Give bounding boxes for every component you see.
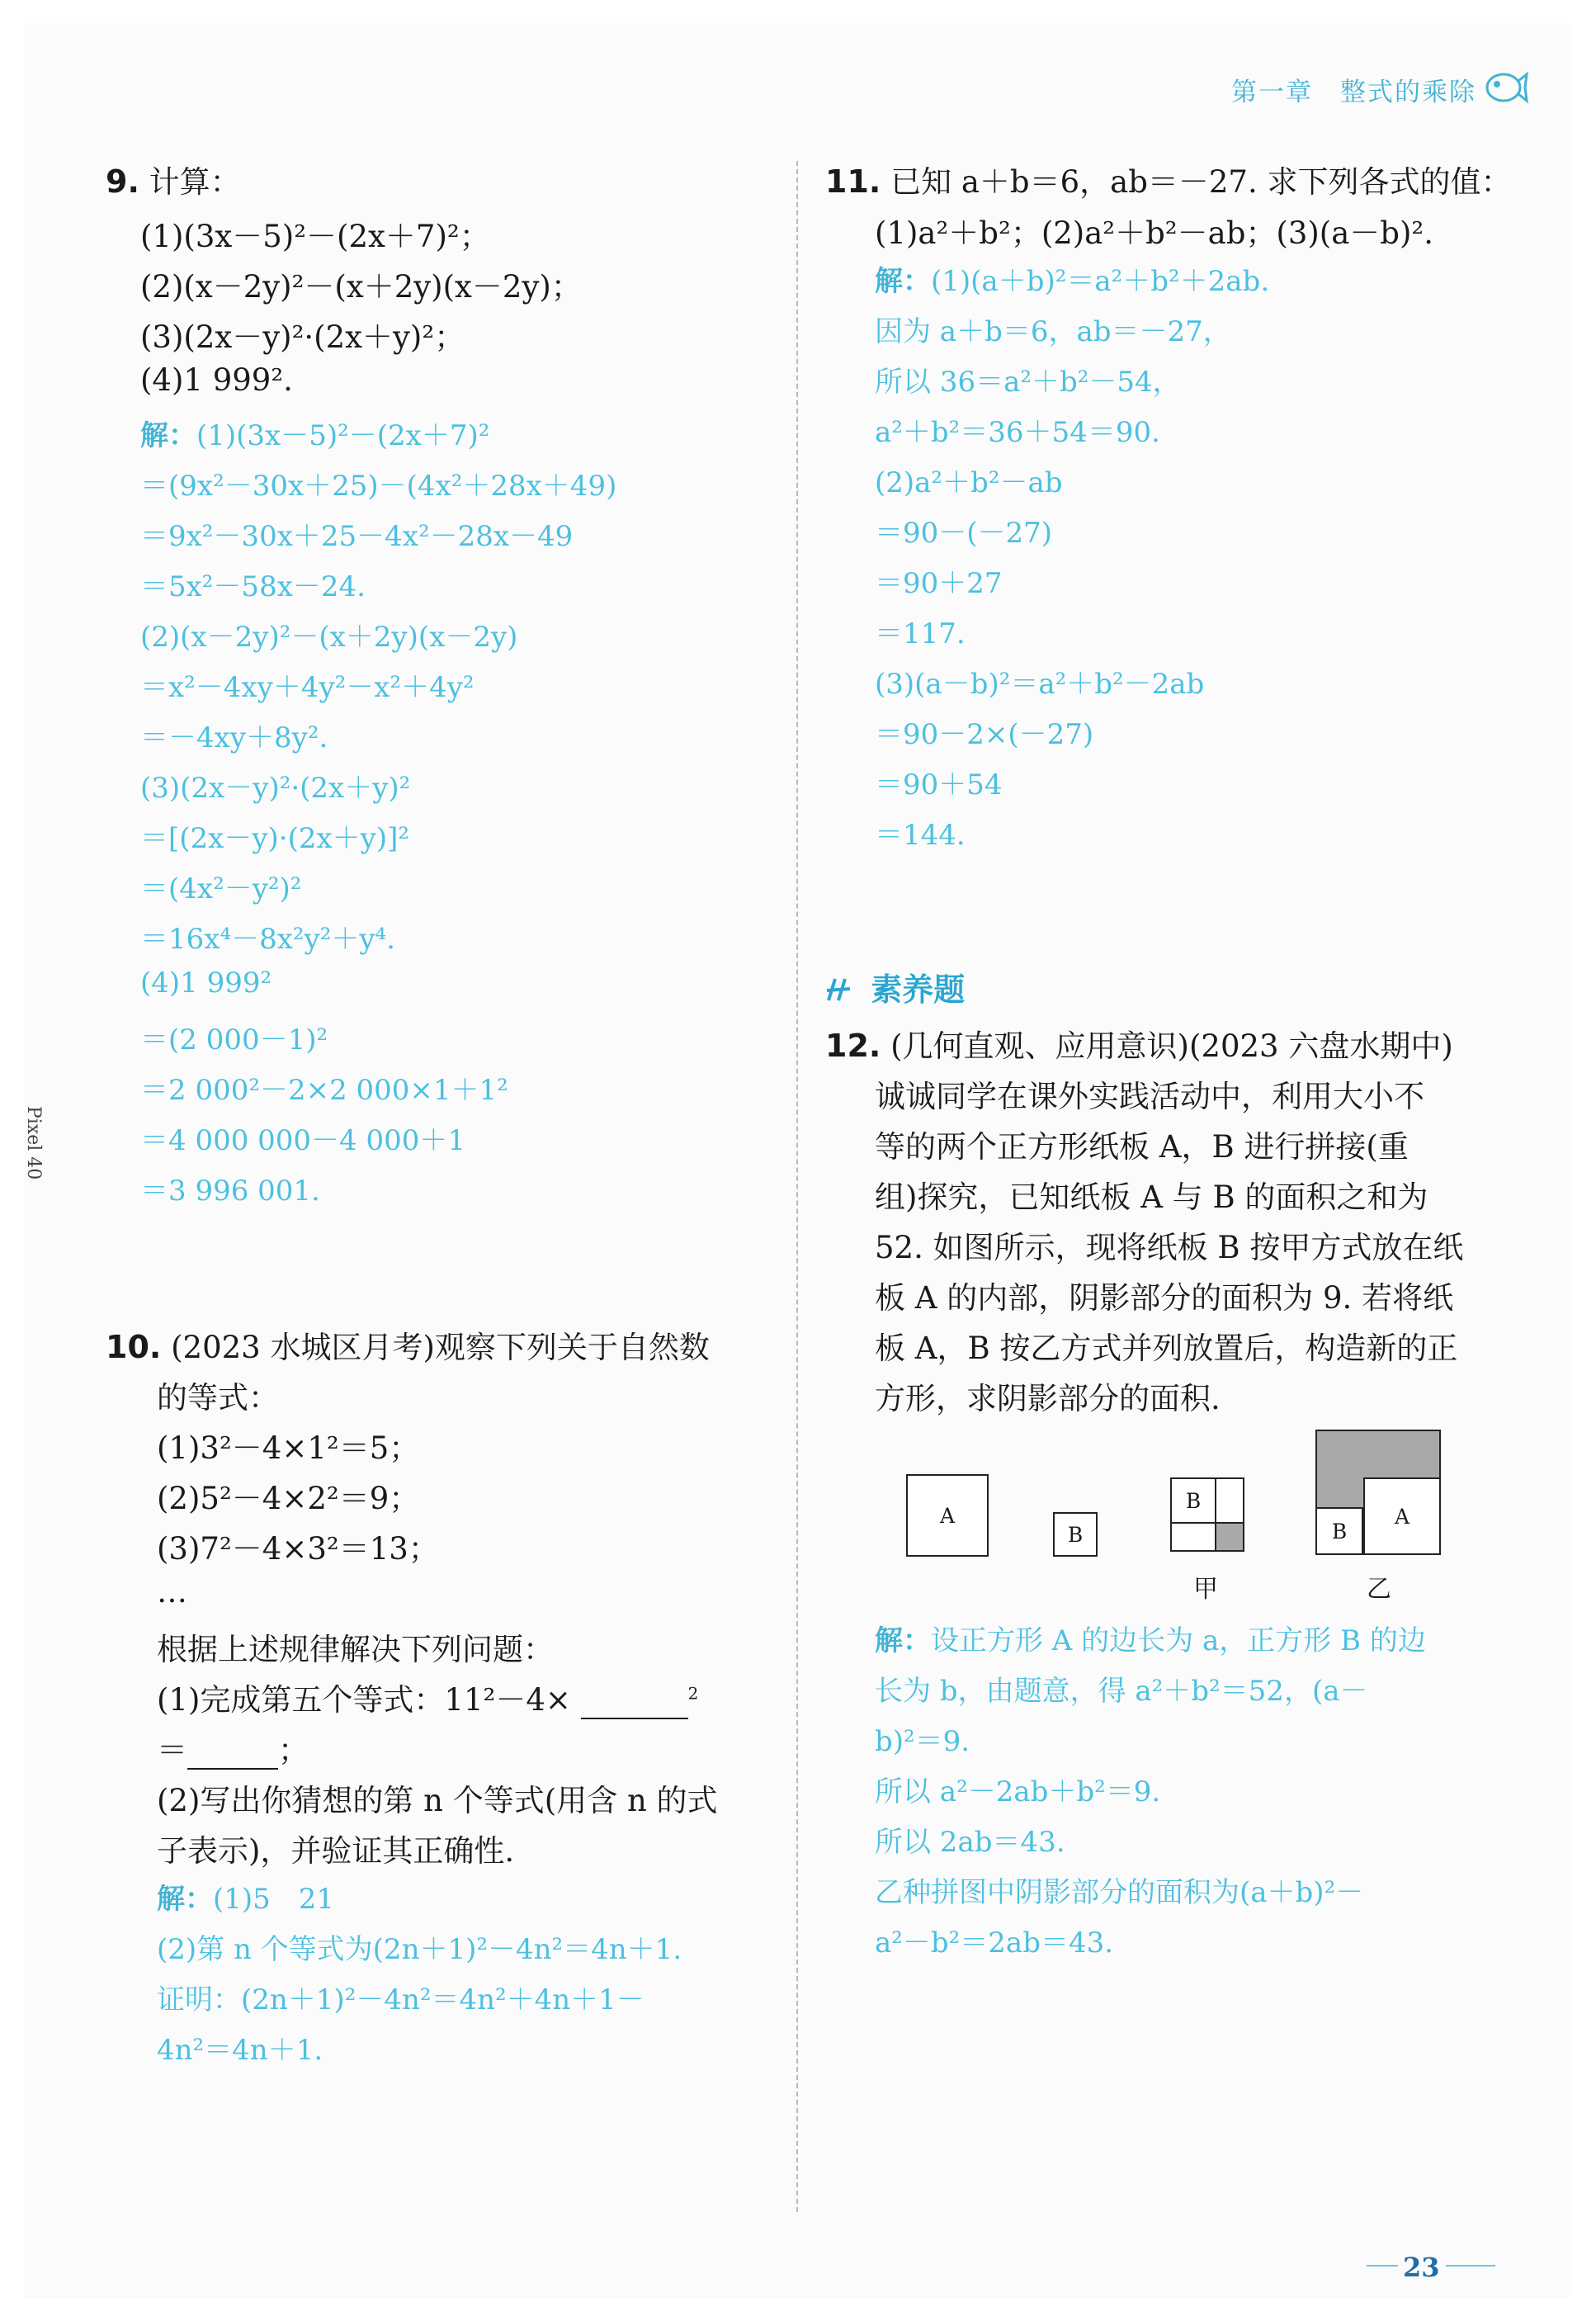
- answer-line: ＝16x⁴－8x²y²＋y⁴.: [140, 923, 395, 956]
- answer-line: 4n²＝4n＋1.: [157, 2034, 323, 2067]
- yi-square-b-label: B: [1331, 1519, 1348, 1543]
- answer-line: (2)(x－2y)²－(x＋2y)(x－2y): [140, 621, 518, 654]
- q10-sub1-exponent: 2: [687, 1683, 699, 1704]
- q12-number: 12.: [825, 1028, 881, 1064]
- caption-jia: 甲: [1193, 1575, 1218, 1604]
- q9-stem: 计算：: [149, 164, 241, 200]
- answer-line: b)²＝9.: [875, 1725, 970, 1758]
- answer-line: 因为 a＋b＝6，ab＝－27，: [875, 315, 1231, 348]
- answer-line: 所以 2ab＝43.: [875, 1826, 1065, 1859]
- q10-item: (2)5²－4×2²＝9；: [157, 1481, 420, 1516]
- square-a-label: A: [939, 1503, 956, 1528]
- q12-stem: 板 A 的内部，阴影部分的面积为 9. 若将纸: [875, 1280, 1454, 1316]
- q10-sub2: 子表示)，并验证其正确性.: [157, 1833, 515, 1869]
- answer-line: ＝(4x²－y²)²: [140, 872, 302, 905]
- answer-line: a²－b²＝2ab＝43.: [875, 1926, 1114, 1959]
- square-b: [1053, 1512, 1098, 1557]
- answer-line: ＝3 996 001.: [140, 1175, 320, 1208]
- q11-number: 11.: [825, 163, 881, 200]
- answer-line: (4)1 999²: [140, 967, 272, 1000]
- answer-line: 长为 b，由题意，得 a²＋b²＝52，(a－: [875, 1675, 1368, 1708]
- q11-stem: (1)a²＋b²；(2)a²＋b²－ab；(3)(a－b)².: [875, 215, 1434, 251]
- q9-number: 9.: [106, 163, 139, 200]
- answer-line: (1)5 21: [213, 1883, 335, 1916]
- answer-line: ＝90＋27: [875, 567, 1003, 600]
- q9-item: (3)(2x－y)²·(2x＋y)²；: [140, 319, 465, 355]
- jia-square-b-label: B: [1185, 1488, 1202, 1513]
- answer-line: 证明：(2n＋1)²－4n²＝4n²＋4n＋1－: [157, 1983, 645, 2016]
- yi-square-a: [1363, 1477, 1441, 1555]
- answer-line: ＝－4xy＋8y².: [140, 721, 328, 754]
- q10-stem: 的等式：: [157, 1380, 279, 1416]
- jia-strip-bottom: [1170, 1522, 1216, 1552]
- answer-line: ＝144.: [875, 819, 966, 852]
- q10-answer-label: 解：: [157, 1883, 213, 1916]
- answer-line: (3)(a－b)²＝a²＋b²－2ab: [875, 668, 1205, 701]
- answer-line: ＝(2 000－1)²: [140, 1023, 328, 1057]
- answer-line: (2)a²＋b²－ab: [875, 466, 1063, 499]
- pencil-marks-icon: [825, 976, 860, 1004]
- q9-answer-label: 解：: [140, 419, 196, 452]
- answer-line: ＝90＋54: [875, 768, 1003, 801]
- q9-item: (2)(x－2y)²－(x＋2y)(x－2y)；: [140, 269, 582, 305]
- page-number-rule-right: [1446, 2265, 1495, 2267]
- jia-shaded-corner: [1215, 1522, 1244, 1552]
- page-number-rule-left: [1367, 2265, 1398, 2267]
- square-a: [906, 1474, 989, 1557]
- answer-line: a²＋b²＝36＋54＝90.: [875, 416, 1160, 449]
- answer-line: 乙种拼图中阴影部分的面积为(a＋b)²－: [875, 1876, 1364, 1909]
- page-number: 23: [1403, 2252, 1440, 2283]
- column-divider: [796, 161, 798, 2212]
- q12-stem: 诚诚同学在课外实践活动中，利用大小不: [875, 1079, 1424, 1114]
- q12-stem: 52. 如图所示，现将纸板 B 按甲方式放在纸: [875, 1230, 1464, 1265]
- q12-stem: (几何直观、应用意识)(2023 六盘水期中): [890, 1028, 1453, 1064]
- q12-answer-label: 解：: [875, 1624, 931, 1657]
- q11-stem: 已知 a＋b＝6，ab＝－27. 求下列各式的值：: [890, 164, 1512, 200]
- section-title: [825, 964, 965, 1009]
- q10-item: (1)3²－4×1²＝5；: [157, 1430, 420, 1466]
- q12-stem: 方形，求阴影部分的面积.: [875, 1381, 1221, 1416]
- jia-square-b: [1170, 1477, 1216, 1524]
- answer-line: (1)(3x－5)²－(2x＋7)²: [196, 419, 490, 452]
- fish-mascot-icon: [1482, 64, 1528, 111]
- q10-sub2: (2)写出你猜想的第 n 个等式(用含 n 的式: [157, 1783, 718, 1818]
- caption-yi: 乙: [1367, 1575, 1391, 1604]
- q11-answer-label: 解：: [875, 265, 931, 298]
- answer-line: ＝x²－4xy＋4y²－x²＋4y²: [140, 671, 475, 704]
- answer-line: (2)第 n 个等式为(2n＋1)²－4n²＝4n＋1.: [157, 1933, 682, 1966]
- yi-square-b: [1315, 1507, 1363, 1555]
- q10-sub1: (1)完成第五个等式：11²－4×: [157, 1682, 571, 1718]
- yi-square-a-label: A: [1394, 1504, 1410, 1529]
- answer-line: ＝2 000²－2×2 000×1＋1²: [140, 1074, 508, 1107]
- answer-line: ＝4 000 000－4 000＋1: [140, 1124, 466, 1157]
- q10-sub1-end: ；: [278, 1732, 309, 1768]
- q10-stem: (2023 水城区月考)观察下列关于自然数: [171, 1330, 710, 1365]
- q10-item: (3)7²－4×3²＝13；: [157, 1531, 439, 1567]
- answer-line: ＝(9x²－30x＋25)－(4x²＋28x＋49): [140, 470, 617, 503]
- answer-line: ＝90－2×(－27): [875, 718, 1094, 751]
- q10-number: 10.: [106, 1329, 162, 1365]
- answer-line: ＝5x²－58x－24.: [140, 570, 366, 603]
- answer-line: 所以 36＝a²＋b²－54，: [875, 366, 1181, 399]
- q10-prompt: 根据上述规律解决下列问题：: [157, 1632, 554, 1667]
- q12-stem: 等的两个正方形纸板 A，B 进行拼接(重: [875, 1129, 1409, 1165]
- answer-blank: [187, 1732, 278, 1770]
- q12-stem: 板 A，B 按乙方式并列放置后，构造新的正: [875, 1331, 1458, 1366]
- answer-blank: [581, 1682, 688, 1719]
- answer-line: ＝9x²－30x＋25－4x²－28x－49: [140, 520, 574, 553]
- q9-item: (4)1 999².: [140, 362, 293, 398]
- answer-line: (3)(2x－y)²·(2x＋y)²: [140, 772, 411, 805]
- answer-line: ＝90－(－27): [875, 517, 1053, 550]
- section-title-text: 素养题: [871, 971, 966, 1008]
- q10-item: …: [157, 1574, 187, 1610]
- answer-line: 设正方形 A 的边长为 a，正方形 B 的边: [931, 1624, 1426, 1657]
- answer-line: 所以 a²－2ab＋b²＝9.: [875, 1775, 1161, 1808]
- square-b-label: B: [1067, 1522, 1084, 1547]
- answer-line: ＝117.: [875, 617, 966, 650]
- answer-line: ＝[(2x－y)·(2x＋y)]²: [140, 822, 410, 855]
- side-mark: Pixel 40: [23, 1106, 44, 1180]
- answer-line: (1)(a＋b)²＝a²＋b²＋2ab.: [931, 265, 1270, 298]
- chapter-header: 第一章 整式的乘除: [1231, 78, 1476, 107]
- q10-sub1-equals: ＝: [157, 1732, 187, 1768]
- q9-item: (1)(3x－5)²－(2x＋7)²；: [140, 219, 490, 254]
- q12-stem: 组)探究，已知纸板 A 与 B 的面积之和为: [875, 1179, 1428, 1215]
- jia-strip-right: [1215, 1477, 1244, 1524]
